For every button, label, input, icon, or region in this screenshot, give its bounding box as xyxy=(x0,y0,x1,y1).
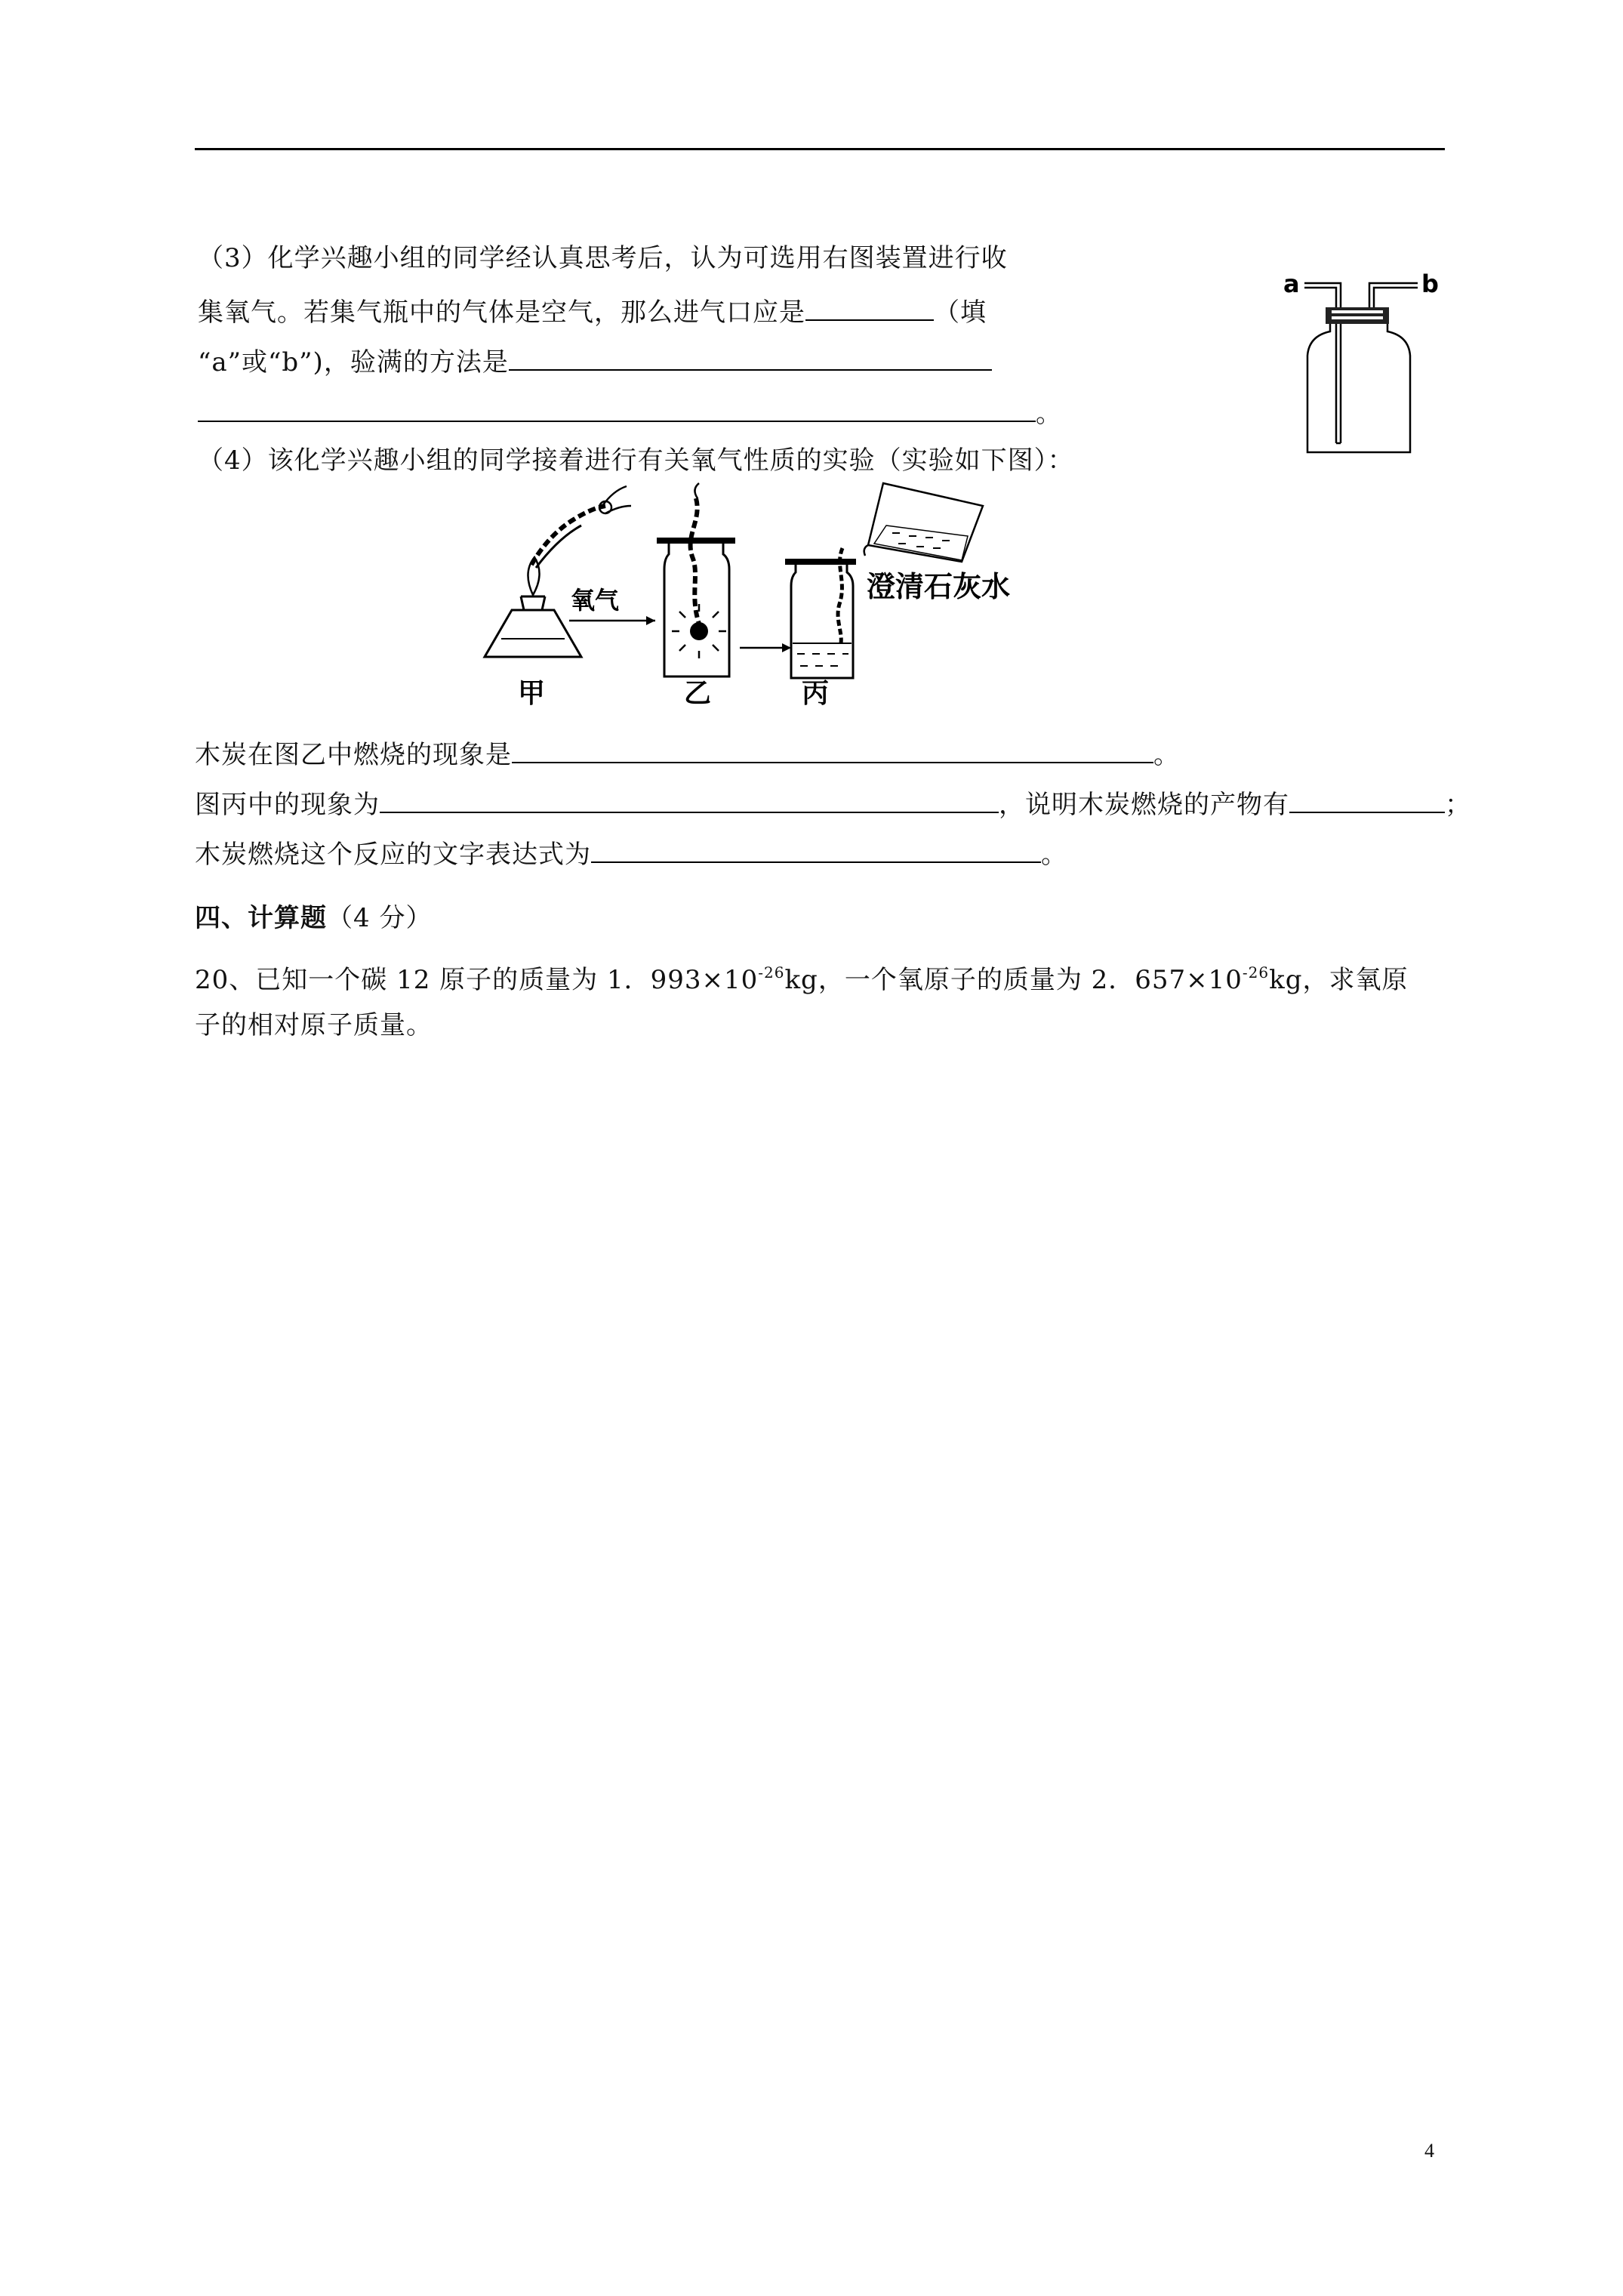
oxygen-bottle-setup xyxy=(657,483,735,676)
product-blank[interactable] xyxy=(1289,789,1445,813)
q3-line-4 xyxy=(198,397,1062,430)
limewater-bottle-setup xyxy=(785,548,856,678)
q3-line-3 xyxy=(198,346,992,379)
q4-answer-line-3-text: 木炭燃烧这个反应的文字表达式为 xyxy=(195,840,591,870)
limewater-label: 澄清石灰水 xyxy=(867,570,1011,603)
section-four-heading xyxy=(195,901,432,935)
q4-answer-line-2-mid: ，说明木炭燃烧的产物有 xyxy=(999,790,1289,820)
q3-line-3-text: “a”或“b”)，验满的方法是 xyxy=(198,347,509,378)
inlet-b-label: b xyxy=(1421,270,1439,298)
q3-line-1: （3）化学兴趣小组的同学经认真思考后，认为可选用右图装置进行收 xyxy=(198,243,1008,273)
limewater-phenomenon-blank[interactable] xyxy=(380,789,999,813)
q20-text-2: kg，一个氧原子的质量为 2．657×10 xyxy=(784,965,1243,995)
q20-text-1: 20、已知一个碳 12 原子的质量为 1．993×10 xyxy=(195,965,759,995)
q20-exponent-2: -26 xyxy=(1242,963,1270,982)
gas-bottle-figure xyxy=(1276,260,1457,457)
q20-text-3: kg，求氧原 xyxy=(1269,965,1409,995)
q20-line-2: 子的相对原子质量。 xyxy=(195,1010,433,1040)
experiment-figure xyxy=(476,483,1011,725)
q20-line-1 xyxy=(195,963,1409,997)
full-check-method-blank-2[interactable] xyxy=(198,398,1036,422)
section-four-score: （4 分） xyxy=(327,903,433,933)
label-bing: 丙 xyxy=(802,678,830,709)
page-number: 4 xyxy=(1424,2140,1434,2162)
label-yi: 乙 xyxy=(684,678,712,709)
q4-intro: （4）该化学兴趣小组的同学接着进行有关氧气性质的实验（实验如下图）： xyxy=(198,445,1074,476)
q3-line-2 xyxy=(198,296,987,329)
full-check-method-blank[interactable] xyxy=(509,347,992,371)
q4-answer-line-1-text: 木炭在图乙中燃烧的现象是 xyxy=(195,740,512,770)
q20-exponent-1: -26 xyxy=(758,963,785,982)
oxygen-label: 氧气 xyxy=(571,586,620,615)
q4-answer-line-2-end: ； xyxy=(1445,790,1471,820)
q4-answer-line-2 xyxy=(195,788,1471,821)
q4-answer-line-3-end: 。 xyxy=(1041,840,1067,870)
alcohol-lamp-setup xyxy=(485,486,631,657)
pouring-beaker xyxy=(864,483,983,562)
q3-line-2-fill: （填 xyxy=(934,297,987,328)
q3-line-2-text: 集氧气。若集气瓶中的气体是空气，那么进气口应是 xyxy=(198,297,805,328)
word-equation-blank[interactable] xyxy=(591,839,1041,863)
burning-phenomenon-blank[interactable] xyxy=(512,739,1153,763)
q3-line-4-end: 。 xyxy=(1036,399,1062,429)
inlet-a-label: a xyxy=(1283,270,1300,298)
q4-answer-line-1 xyxy=(195,738,1180,772)
section-four-title: 四、计算题 xyxy=(195,903,327,933)
header-rule xyxy=(195,148,1445,150)
label-jia: 甲 xyxy=(518,678,546,709)
q4-answer-line-1-end: 。 xyxy=(1153,740,1180,770)
inlet-answer-blank[interactable] xyxy=(805,297,934,321)
q4-answer-line-3 xyxy=(195,838,1067,871)
q4-answer-line-2-text: 图丙中的现象为 xyxy=(195,790,380,820)
